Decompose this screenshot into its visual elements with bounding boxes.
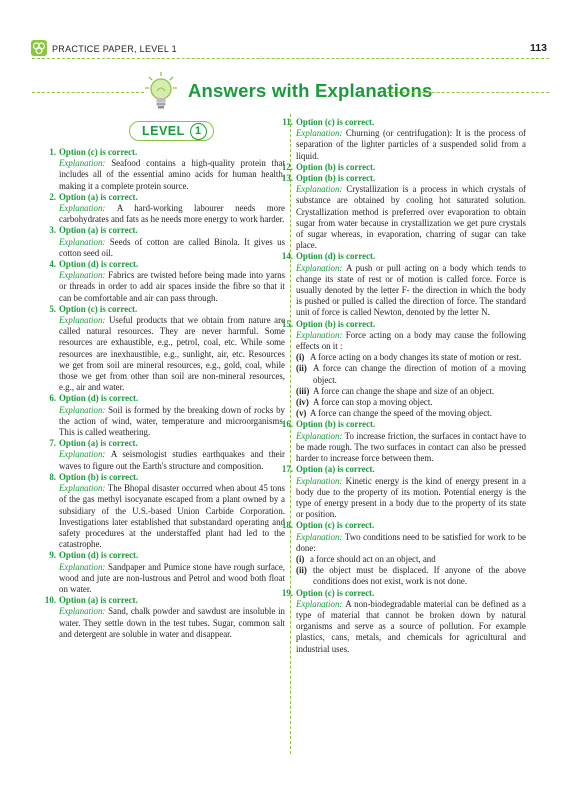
answer-item xyxy=(281,464,526,520)
answer-option-text: Option (d) is correct. xyxy=(59,259,139,270)
explanation-text: To increase friction, the surfaces in contact have to be made rough. The two surfaces in contact can also be pressed harder to increase force between them. xyxy=(296,430,527,464)
answer-option-text: Option (b) is correct. xyxy=(296,161,376,172)
right-column xyxy=(281,117,527,655)
explanation-list-item xyxy=(296,565,526,587)
answer-option-text: Option (a) is correct. xyxy=(296,464,375,475)
explanation xyxy=(59,562,285,596)
brain-logo-icon xyxy=(31,40,47,56)
page-number: 113 xyxy=(530,42,547,54)
list-item-text: a force should act on an object, and xyxy=(310,553,436,564)
list-item-text: A force can change the shape and size of an object. xyxy=(313,385,495,396)
answer-option xyxy=(49,438,285,449)
explanation xyxy=(296,599,526,655)
answer-item xyxy=(49,259,286,304)
answer-option-text: Option (b) is correct. xyxy=(59,471,139,482)
explanation xyxy=(296,184,526,251)
question-number: 12. xyxy=(281,161,293,172)
answer-option-text: Option (c) is correct. xyxy=(59,147,138,157)
question-number: 19. xyxy=(281,587,293,598)
answer-option xyxy=(281,587,526,599)
answer-option xyxy=(49,191,285,203)
explanation-list-item xyxy=(296,554,526,565)
explanation-label: Explanation: xyxy=(296,598,346,609)
explanation-text: Force acting on a body may cause the following effects on it : xyxy=(296,329,526,352)
list-item-text: A force can change the direction of motion of a moving object. xyxy=(313,363,526,385)
answer-option-text: Option (c) is correct. xyxy=(296,117,375,127)
left-column xyxy=(44,147,286,640)
explanation xyxy=(59,237,285,259)
answer-option xyxy=(281,520,526,531)
explanation xyxy=(59,315,285,393)
answer-option xyxy=(49,471,285,483)
explanation-text: Two conditions need to be satisfied for work to be done: xyxy=(296,531,527,553)
answer-item xyxy=(49,147,285,192)
explanation-text: A non-biodegradable material can be defined as a type of material that cannot be broken down by natural organisms and serve as a source of pollution. For example plastics, cans, metals, and chemicals for agricultural and industrial uses. xyxy=(296,598,526,654)
explanation-text: Sandpaper and Pumice stone have rough surface, wood and jute are non-lustrous and Petrol and wood both float on water. xyxy=(59,561,285,594)
explanation-text: Seafood contains a high-quality protein that includes all of the essential amino acids for human health, making it a complete protein source. xyxy=(59,158,285,191)
answer-option xyxy=(282,117,526,128)
question-number: 3. xyxy=(49,225,56,236)
question-number: 1. xyxy=(49,147,56,157)
answer-option xyxy=(44,595,285,606)
explanation-text: The Bhopal disaster occurred when about 45 tons of the gas methyl isocyanate escaped from a plant owned by a subsidiary of the U.S.-based Union Carbide Corporation. Investigations later established that substandard operating and safety procedures at the understaffed plant had led to the catastrophe. xyxy=(59,483,285,550)
explanation-list-item xyxy=(296,386,526,397)
answer-item xyxy=(282,117,526,162)
question-number: 17. xyxy=(281,464,293,475)
explanation-list-item xyxy=(296,363,526,385)
answer-option xyxy=(49,550,285,561)
question-number: 13. xyxy=(281,173,293,184)
answer-item xyxy=(49,438,285,472)
explanation xyxy=(59,483,285,550)
answer-option-text: Option (d) is correct. xyxy=(59,550,139,561)
list-marker: (i) xyxy=(296,352,305,363)
answer-option-text: Option (a) is correct. xyxy=(59,191,138,202)
explanation-label: Explanation: xyxy=(59,561,109,572)
list-item-text: the object must be displaced. If anyone of the above conditions does not exist, work is not done. xyxy=(313,565,526,587)
question-number: 14. xyxy=(281,251,293,262)
explanation-label: Explanation: xyxy=(59,270,109,281)
explanation-label: Explanation: xyxy=(296,430,345,441)
question-number: 15. xyxy=(281,318,293,329)
answer-option-text: Option (b) is correct. xyxy=(296,173,376,184)
answer-option xyxy=(49,393,285,404)
answer-item xyxy=(49,225,285,259)
explanation-text: Crystallization is a process in which crystals of substance are obtained by cooling hot saturated solution. Crystallization method is preferred over evaporation to obtain sugar from water because in crystallization we get pure crystals of sugar whereas, in evaporation, charring of sugar can take place. xyxy=(296,184,527,251)
answer-option xyxy=(49,303,285,315)
explanation xyxy=(296,532,526,554)
list-marker: (ii) xyxy=(296,565,307,576)
explanation xyxy=(59,606,285,640)
answer-item xyxy=(281,587,526,655)
explanation-text: Kinetic energy is the kind of energy present in a body due to the property of its motion. Potential energy is the type of energy present in a body due to the property of its state or position. xyxy=(296,475,526,520)
explanation-text: A seismologist studies earthquakes and their waves to figure out the Earth's structure and composition. xyxy=(59,449,285,471)
explanation xyxy=(59,449,285,471)
answer-option xyxy=(281,173,526,184)
question-number: 16. xyxy=(281,419,293,430)
answer-item xyxy=(281,173,527,251)
explanation-label: Explanation: xyxy=(59,606,109,617)
answer-item xyxy=(49,550,285,595)
explanation-text: Useful products that we obtain from nature are called natural resources. They are never harmful. Some resources are exhaustible, e.g., petrol, coal, etc. While some resources are inexhaustible, e.g., sunlight, air, etc. Resources we get from soil are mineral resources, e.g., gold, coal, while those we get from other than soil are non-mineral resources, e.g., air and water. xyxy=(59,315,286,393)
explanation-label: Explanation: xyxy=(59,404,109,415)
answer-item xyxy=(44,595,285,640)
answer-option-text: Option (c) is correct. xyxy=(296,520,375,531)
column-divider xyxy=(290,114,291,754)
explanation-label: Explanation: xyxy=(59,236,110,247)
explanation-label: Explanation: xyxy=(59,449,111,460)
list-marker: (v) xyxy=(296,408,307,419)
answer-option-text: Option (b) is correct. xyxy=(296,318,376,329)
running-header-title: PRACTICE PAPER, LEVEL 1 xyxy=(52,44,177,54)
question-number: 18. xyxy=(281,520,293,531)
answer-option-text: Option (a) is correct. xyxy=(59,225,138,236)
explanation-label: Explanation: xyxy=(296,184,347,195)
explanation-text: A push or pull acting on a body which tends to change its state of rest or of motion is called force. Force is usually denoted by the letter F- the direction in which the body is pushed or pulled is called the direction of force. The standard unit of force is called Newton, denoted by the letter N. xyxy=(296,262,526,318)
answer-option xyxy=(281,419,526,430)
answer-item xyxy=(49,471,285,550)
explanation-text: Seeds of cotton are called Binola. It gives us cotton seed oil. xyxy=(59,236,285,258)
answer-option xyxy=(49,259,285,270)
explanation-list-item xyxy=(296,408,526,419)
question-number: 6. xyxy=(49,393,56,404)
explanation xyxy=(59,270,285,304)
explanation-text: Churning (or centrifugation): It is the process of separation of the lighter particles of a suspended solid from a liquid. xyxy=(296,128,526,161)
answer-option-text: Option (b) is correct. xyxy=(296,419,376,430)
explanation xyxy=(59,405,285,439)
question-number: 5. xyxy=(49,303,56,314)
explanation xyxy=(296,263,526,319)
explanation-label: Explanation: xyxy=(296,262,346,273)
list-item-text: A force can change the speed of the moving object. xyxy=(310,408,492,419)
question-number: 4. xyxy=(49,259,56,270)
answer-item xyxy=(281,419,527,464)
explanation-text: Fabrics are twisted before being made into yarns or threads in order to add air spaces inside the fibre so that it can be comfortable and air can pass through. xyxy=(59,270,286,303)
lightbulb-icon xyxy=(143,70,179,114)
list-marker: (ii) xyxy=(296,363,307,374)
answer-option-text: Option (c) is correct. xyxy=(296,587,375,598)
answer-option-text: Option (d) is correct. xyxy=(59,393,139,404)
explanation xyxy=(296,128,526,162)
list-marker: (i) xyxy=(296,553,305,564)
answer-item xyxy=(281,251,526,318)
explanation-label: Explanation: xyxy=(59,315,110,326)
explanation-label: Explanation: xyxy=(296,531,345,542)
explanation-list-item xyxy=(296,397,526,408)
answer-item xyxy=(49,393,285,438)
answer-item xyxy=(49,191,285,226)
explanation-text: Soil is formed by the breaking down of rocks by the action of wind, water, temperature and microorganisms. This is called weathering. xyxy=(59,404,285,438)
explanation-text: Sand, chalk powder and sawdust are insoluble in water. They settle down in the test tubes. Sugar, common salt and detergent are soluble in water and disappear. xyxy=(59,606,285,639)
title-rule-right xyxy=(387,92,549,93)
explanation xyxy=(296,431,526,465)
answer-item xyxy=(281,520,527,587)
list-item-text: A force acting on a body changes its state of motion or rest. xyxy=(310,352,522,363)
page-header xyxy=(0,0,581,70)
answer-item xyxy=(281,161,526,173)
explanation xyxy=(59,203,285,225)
explanation-label: Explanation: xyxy=(296,329,346,340)
answer-option xyxy=(281,161,526,173)
explanation-label: Explanation: xyxy=(296,475,346,486)
level-badge xyxy=(129,121,214,141)
answer-option-text: Option (a) is correct. xyxy=(59,595,138,606)
answer-option-text: Option (c) is correct. xyxy=(59,303,138,314)
explanation xyxy=(296,330,526,352)
explanation-label: Explanation: xyxy=(59,158,112,169)
answer-option-text: Option (a) is correct. xyxy=(59,438,138,449)
explanation-list-item xyxy=(296,352,526,363)
question-number: 7. xyxy=(49,438,56,449)
answer-option xyxy=(281,318,526,330)
question-number: 10. xyxy=(44,595,56,606)
question-number: 11. xyxy=(282,117,293,127)
list-marker: (iii) xyxy=(296,385,310,396)
answer-option xyxy=(49,147,285,158)
answer-option xyxy=(49,225,285,236)
explanation-label: Explanation: xyxy=(296,128,346,139)
answer-item xyxy=(281,318,526,420)
question-number: 8. xyxy=(49,471,56,482)
level-number: 1 xyxy=(190,123,207,140)
section-title: Answers with Explanations xyxy=(188,80,433,101)
question-number: 2. xyxy=(49,191,56,202)
explanation xyxy=(59,158,285,192)
explanation-label: Explanation: xyxy=(59,483,108,494)
question-number: 9. xyxy=(49,550,56,561)
title-rule-left xyxy=(32,92,144,93)
explanation-text: A hard-working labourer needs more carbohydrates and fats as he needs more energy to work harder. xyxy=(59,203,285,225)
answer-option-text: Option (d) is correct. xyxy=(296,251,376,262)
level-label: LEVEL xyxy=(142,124,185,138)
explanation-label: Explanation: xyxy=(59,203,117,214)
explanation xyxy=(296,476,526,521)
list-item-text: A force can stop a moving object. xyxy=(313,397,433,408)
answer-option xyxy=(281,464,526,475)
answer-option xyxy=(281,251,526,262)
list-marker: (iv) xyxy=(296,397,309,408)
header-divider xyxy=(32,58,549,59)
answer-item xyxy=(49,303,286,394)
